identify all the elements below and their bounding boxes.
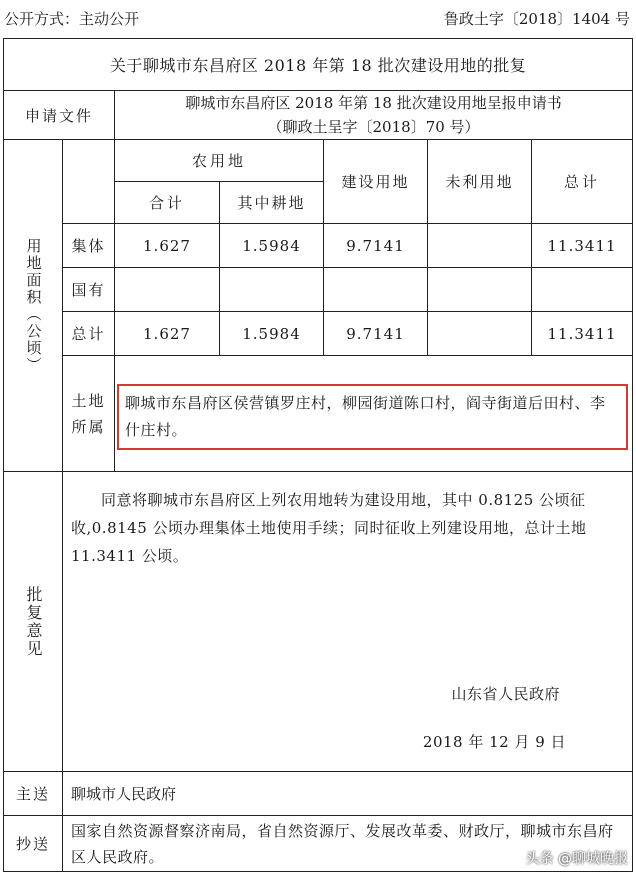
table-row bbox=[4, 268, 633, 312]
copy-send-label: 抄送 bbox=[4, 816, 63, 872]
cell-construction bbox=[324, 268, 428, 312]
construction-header: 建设用地 bbox=[324, 140, 428, 224]
row-label: 总计 bbox=[63, 312, 115, 356]
document-header bbox=[0, 0, 636, 38]
ownership-row-top bbox=[4, 356, 633, 384]
ownership-cell bbox=[115, 384, 633, 472]
opinion-row bbox=[4, 472, 633, 772]
area-corner-cell bbox=[63, 140, 115, 224]
copy-send-value: 国家自然资源督察济南局，省自然资源厅、发展改革委、财政厅，聊城市东昌府区人民政府。 bbox=[63, 816, 633, 872]
opinion-label-cell bbox=[4, 472, 63, 772]
row-label: 国有 bbox=[63, 268, 115, 312]
unused-header: 未利用地 bbox=[428, 140, 532, 224]
cell-total bbox=[532, 268, 633, 312]
watermark-text: 头条 @聊城晚报 bbox=[525, 851, 628, 867]
application-document bbox=[115, 91, 633, 140]
source-watermark bbox=[526, 848, 628, 868]
title-row bbox=[4, 39, 633, 91]
subtotal-header: 合计 bbox=[115, 182, 220, 224]
cell-cultivated bbox=[220, 268, 324, 312]
approval-table bbox=[3, 38, 633, 872]
area-header-row-1 bbox=[4, 140, 633, 182]
cell-construction: 9.7141 bbox=[324, 224, 428, 268]
application-line-1: 聊城市东昌府区 2018 年第 18 批次建设用地呈报申请书 bbox=[185, 94, 562, 112]
document-title: 关于聊城市东昌府区 2018 年第 18 批次建设用地的批复 bbox=[4, 39, 633, 91]
cell-construction: 9.7141 bbox=[324, 312, 428, 356]
table-row bbox=[4, 312, 633, 356]
main-send-value: 聊城市人民政府 bbox=[63, 772, 633, 816]
area-side-label-cell bbox=[4, 140, 63, 472]
document-number: 鲁政土字〔2018〕1404 号 bbox=[443, 10, 630, 28]
cell-cultivated: 1.5984 bbox=[220, 224, 324, 268]
cell-total: 11.3411 bbox=[532, 312, 633, 356]
farmland-header: 农用地 bbox=[115, 140, 324, 182]
opinion-text: 同意将聊城市东昌府区上列农用地转为建设用地，其中 0.8125 公顷征收,0.8145 公顷办理集体土地使用手续；同时征收上列建设用地，总计土地 11.3411 公顷。 bbox=[71, 491, 587, 565]
application-row bbox=[4, 91, 633, 140]
table-row bbox=[4, 224, 633, 268]
main-send-row bbox=[4, 772, 633, 816]
cell-unused bbox=[428, 224, 532, 268]
application-line-2: （聊政土呈字〔2018〕70 号） bbox=[267, 118, 480, 136]
total-header: 总计 bbox=[532, 140, 633, 224]
opinion-cell bbox=[63, 472, 633, 772]
approval-date: 2018 年 12 月 9 日 bbox=[422, 733, 567, 751]
application-label: 申请文件 bbox=[4, 91, 115, 140]
cell-subtotal bbox=[115, 268, 220, 312]
cell-total: 11.3411 bbox=[532, 224, 633, 268]
issuer: 山东省人民政府 bbox=[451, 685, 561, 703]
ownership-highlight: 聊城市东昌府区侯营镇罗庄村，柳园街道陈口村，阎寺街道后田村、李什庄村。 bbox=[117, 384, 628, 450]
area-side-label: 用地面积（公顷） bbox=[24, 237, 43, 374]
opinion-label: 批复意见 bbox=[24, 585, 43, 658]
cell-unused bbox=[428, 312, 532, 356]
ownership-spacer bbox=[115, 356, 633, 384]
cell-cultivated: 1.5984 bbox=[220, 312, 324, 356]
disclosure-method: 公开方式：主动公开 bbox=[4, 10, 140, 28]
row-label: 集体 bbox=[63, 224, 115, 268]
ownership-label: 土地 所属 bbox=[63, 356, 115, 472]
cell-unused bbox=[428, 268, 532, 312]
main-send-label: 主送 bbox=[4, 772, 63, 816]
cultivated-header: 其中耕地 bbox=[220, 182, 324, 224]
cell-subtotal: 1.627 bbox=[115, 224, 220, 268]
cell-subtotal: 1.627 bbox=[115, 312, 220, 356]
